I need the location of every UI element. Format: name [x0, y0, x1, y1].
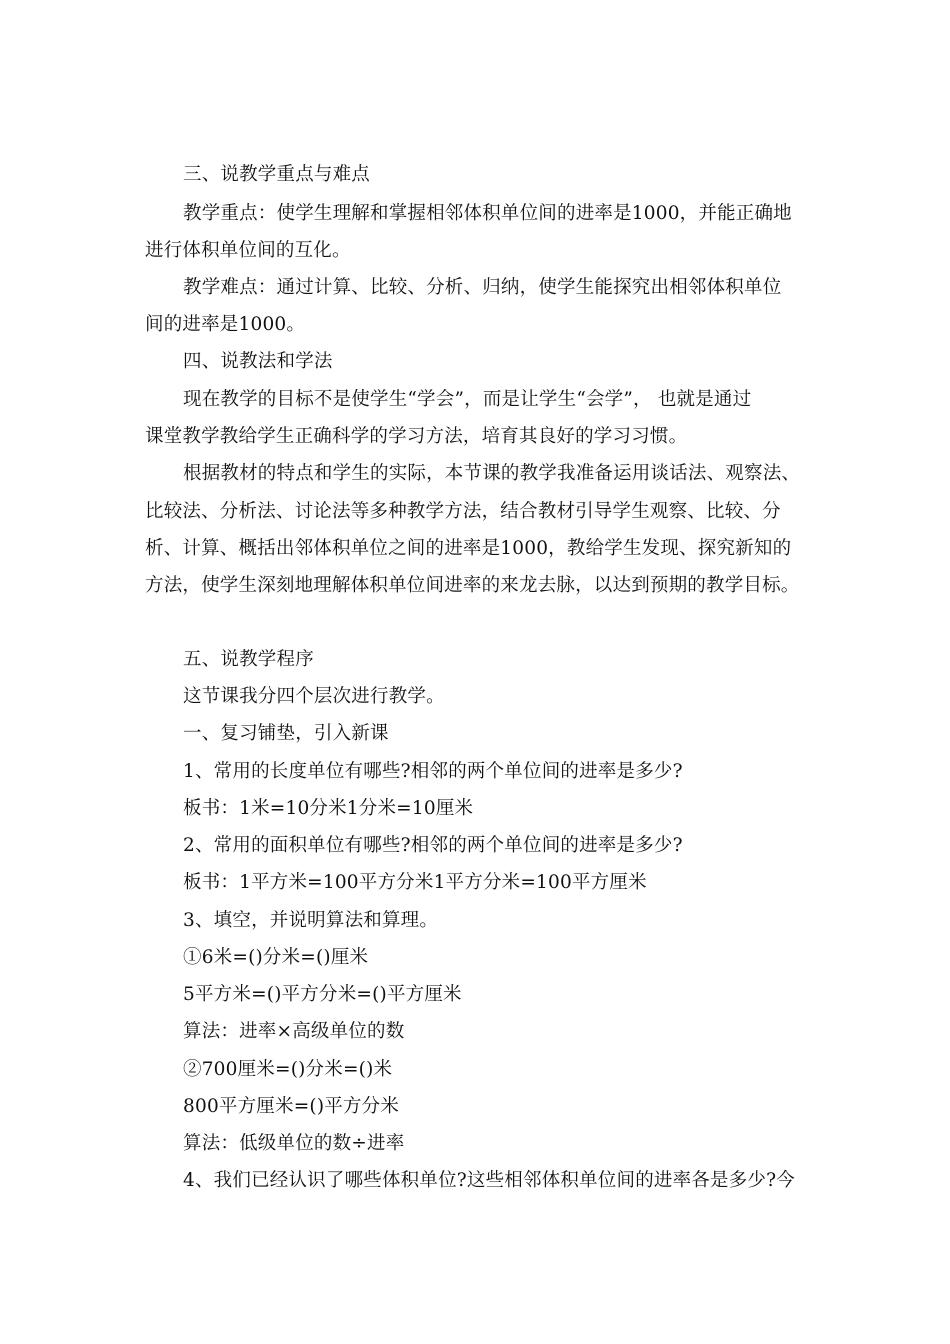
method-1: 算法：进率×高级单位的数: [183, 1021, 405, 1042]
para2-line4: 方法，使学生深刻地理解体积单位间进率的来龙去脉，以达到预期的教学目标。: [145, 575, 800, 596]
para2-line3: 析、计算、概括出邻体积单位之间的进率是1000，教给学生发现、探究新知的: [145, 538, 792, 559]
section3-heading: 三、说教学重点与难点: [183, 164, 371, 185]
step1-heading: 一、复习铺垫，引入新课: [183, 723, 389, 744]
question-4: 4、我们已经认识了哪些体积单位?这些相邻体积单位间的进率各是多少?今: [183, 1170, 795, 1191]
para1-line2: 课堂教学教给学生正确科学的学习方法，培育其良好的学习习惯。: [145, 426, 688, 447]
board-note-2: 板书：1平方米=100平方分米1平方分米=100平方厘米: [183, 872, 647, 893]
section5-intro: 这节课我分四个层次进行教学。: [183, 686, 445, 707]
para1-line1: 现在教学的目标不是使学生“学会”，而是让学生“会学”， 也就是通过: [183, 389, 752, 410]
method-2: 算法：低级单位的数÷进率: [183, 1133, 405, 1154]
question-2: 2、常用的面积单位有哪些?相邻的两个单位间的进率是多少?: [183, 835, 683, 856]
section4-heading: 四、说教法和学法: [183, 351, 333, 372]
fill-blank-2a: ②700厘米=()分米=()米: [183, 1059, 393, 1080]
question-3: 3、填空，并说明算法和算理。: [183, 910, 439, 931]
para2-line2: 比较法、分析法、讨论法等多种教学方法，结合教材引导学生观察、比较、分: [145, 501, 781, 522]
key-point-line2: 进行体积单位间的互化。: [145, 240, 351, 261]
fill-blank-2b: 800平方厘米=()平方分米: [183, 1096, 400, 1117]
difficulty-line2: 间的进率是1000。: [145, 314, 306, 335]
difficulty-line1: 教学难点：通过计算、比较、分析、归纳，使学生能探究出相邻体积单位: [183, 277, 782, 298]
key-point-line1: 教学重点：使学生理解和掌握相邻体积单位间的进率是1000，并能正确地: [183, 203, 792, 224]
fill-blank-1b: 5平方米=()平方分米=()平方厘米: [183, 984, 462, 1005]
fill-blank-1a: ①6米=()分米=()厘米: [183, 947, 369, 968]
para2-line1: 根据教材的特点和学生的实际，本节课的教学我准备运用谈话法、观察法、: [183, 463, 801, 484]
board-note-1: 板书：1米=10分米1分米=10厘米: [183, 798, 474, 819]
question-1: 1、常用的长度单位有哪些?相邻的两个单位间的进率是多少?: [183, 761, 683, 782]
section5-heading: 五、说教学程序: [183, 649, 314, 670]
